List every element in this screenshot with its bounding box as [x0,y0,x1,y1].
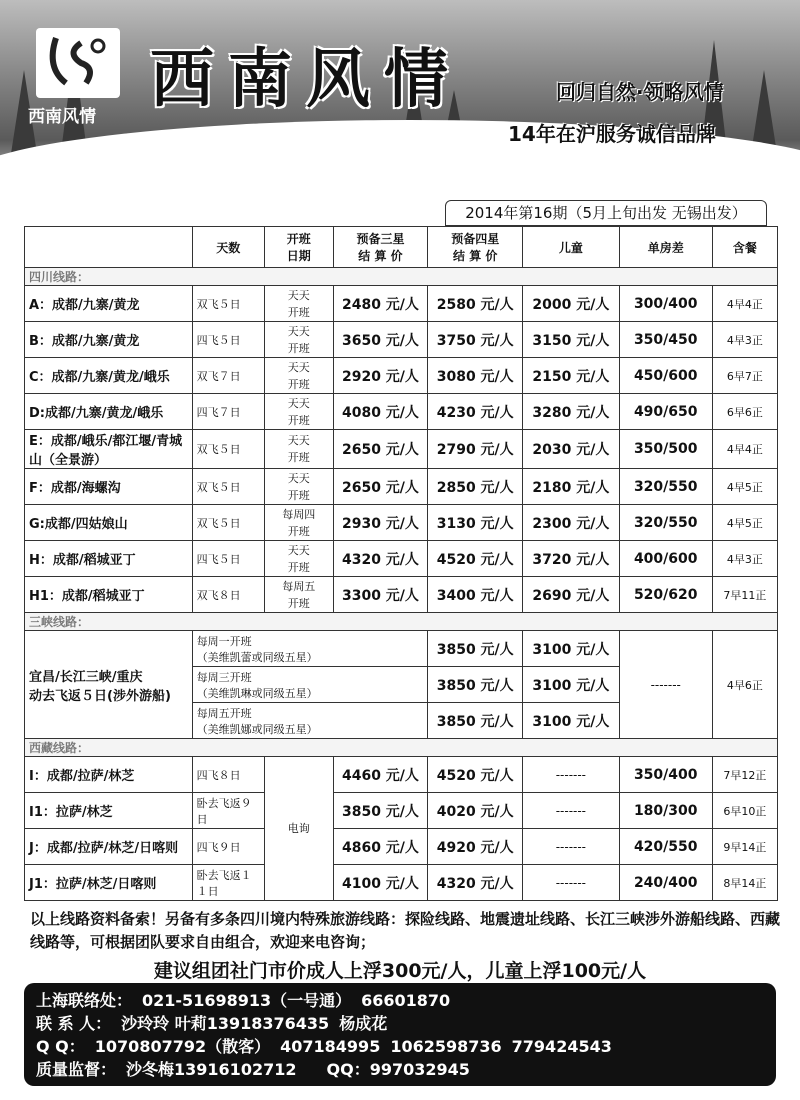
price-suggestion: 建议组团社门市价成人上浮300元/人，儿童上浮100元/人 [153,960,647,982]
price-4star: 4320 元/人 [428,865,523,901]
logo-name: 西南风情 [28,107,96,127]
route-name: F：成都/海螺沟 [25,469,193,505]
child-price: ------- [523,757,620,793]
table-row [25,358,778,394]
route-name: C：成都/九寨/黄龙/峨乐 [25,358,193,394]
schedule: 天天 开班 [264,469,333,505]
child-price: 3100 元/人 [523,667,620,703]
child-price: 3280 元/人 [523,394,620,430]
table-row [25,322,778,358]
single-supplement: 450/600 [619,358,712,394]
price-3star: 4100 元/人 [333,865,428,901]
price-4star: 3130 元/人 [428,505,523,541]
meals: 4早4正 [712,430,777,469]
table-header-0 [25,227,193,268]
days: 双飞７日 [192,358,264,394]
price-4star: 4520 元/人 [428,541,523,577]
header-banner [0,0,800,200]
days: 四飞７日 [192,394,264,430]
route-name: I1：拉萨/林芝 [25,793,193,829]
single-supplement: 520/620 [619,577,712,613]
section-sanxia [25,613,778,631]
days: 卧去飞返１１日 [192,865,264,901]
route-name: H：成都/稻城亚丁 [25,541,193,577]
schedule: 电询 [264,757,333,901]
table-row [25,757,778,793]
qq-line: Q Q： 1070807792（散客） 407184995 1062598736 779424543 [36,1037,612,1056]
office-phone-2[interactable]: 66601870 [361,991,451,1010]
schedule: 天天 开班 [264,394,333,430]
single-supplement: ------- [619,631,712,739]
price-4star: 3400 元/人 [428,577,523,613]
single-supplement: 400/600 [619,541,712,577]
price-3star: 3650 元/人 [333,322,428,358]
price-4star: 3850 元/人 [428,631,523,667]
child-price: 3100 元/人 [523,703,620,739]
schedule: 每周五 开班 [264,577,333,613]
meals: 4早6正 [712,631,777,739]
quality-line: 质量监督： 沙冬梅13916102712 QQ：997032945 [36,1060,470,1079]
meals: 4早3正 [712,541,777,577]
price-4star: 4920 元/人 [428,829,523,865]
price-table [24,226,778,901]
days: 四飞８日 [192,757,264,793]
table-row [25,829,778,865]
price-3star: 2920 元/人 [333,358,428,394]
price-4star: 2790 元/人 [428,430,523,469]
child-price: 3150 元/人 [523,322,620,358]
days: 四飞９日 [192,829,264,865]
days: 双飞８日 [192,577,264,613]
table-header-1: 天数 [192,227,264,268]
child-price: 2000 元/人 [523,286,620,322]
meals: 8早14正 [712,865,777,901]
single-supplement: 240/400 [619,865,712,901]
sailing-schedule: 每周五开班 （美维凯娜或同级五星） [192,703,428,739]
schedule: 天天 开班 [264,286,333,322]
route-name: D:成都/九寨/黄龙/峨乐 [25,394,193,430]
price-3star: 4460 元/人 [333,757,428,793]
table-row [25,394,778,430]
office-line: 上海联络处： 021-51698913（一号通） 66601870 [36,991,451,1010]
table-header-4: 预备四星 结 算 价 [428,227,523,268]
days: 双飞５日 [192,286,264,322]
price-4star: 3080 元/人 [428,358,523,394]
days: 双飞５日 [192,430,264,469]
days: 双飞５日 [192,505,264,541]
price-3star: 3300 元/人 [333,577,428,613]
single-supplement: 350/450 [619,322,712,358]
table-row [25,286,778,322]
child-price: 2690 元/人 [523,577,620,613]
table-header-5: 儿童 [523,227,620,268]
price-3star: 2930 元/人 [333,505,428,541]
brand-title: 西南风情 [150,42,462,117]
days: 双飞５日 [192,469,264,505]
single-supplement: 300/400 [619,286,712,322]
price-4star: 3750 元/人 [428,322,523,358]
days: 四飞５日 [192,541,264,577]
table-header-7: 含餐 [712,227,777,268]
price-3star: 2650 元/人 [333,430,428,469]
table-row [25,577,778,613]
schedule: 每周四 开班 [264,505,333,541]
section-sichuan [25,268,778,286]
single-supplement: 490/650 [619,394,712,430]
single-supplement: 320/550 [619,469,712,505]
single-supplement: 320/550 [619,505,712,541]
meals: 4早3正 [712,322,777,358]
route-name: B：成都/九寨/黄龙 [25,322,193,358]
sailing-schedule: 每周三开班 （美维凯琳或同级五星） [192,667,428,703]
meals: 6早7正 [712,358,777,394]
company-name: 成都光大国际旅行社有限责任公司 [40,147,341,169]
section-tibet-label: 西藏线路： [25,739,778,757]
person-line: 联 系 人： 沙玲玲 叶莉13918376435 杨成花 [36,1014,388,1033]
contact-panel [24,983,776,1086]
route-name: J：成都/拉萨/林芝/日喀则 [25,829,193,865]
price-4star: 4230 元/人 [428,394,523,430]
child-price: 2150 元/人 [523,358,620,394]
route-name: G:成都/四姑娘山 [25,505,193,541]
section-sichuan-label: 四川线路： [25,268,778,286]
table-header-2: 开班 日期 [264,227,333,268]
single-supplement: 350/400 [619,757,712,793]
child-price: 2030 元/人 [523,430,620,469]
table-header-6: 单房差 [619,227,712,268]
meals: 4早4正 [712,286,777,322]
price-4star: 3850 元/人 [428,703,523,739]
days: 四飞５日 [192,322,264,358]
child-price: 3100 元/人 [523,631,620,667]
price-3star: 4080 元/人 [333,394,428,430]
price-4star: 4020 元/人 [428,793,523,829]
logo [36,28,120,98]
days: 卧去飞返９日 [192,793,264,829]
table-row [25,469,778,505]
table-row [25,430,778,469]
schedule: 天天 开班 [264,322,333,358]
route-name: J1：拉萨/林芝/日喀则 [25,865,193,901]
slogan: 回归自然·领略风情 [556,80,724,104]
table-row [25,631,778,667]
single-supplement: 180/300 [619,793,712,829]
price-3star: 4320 元/人 [333,541,428,577]
child-price: ------- [523,793,620,829]
schedule: 天天 开班 [264,430,333,469]
meals: 6早6正 [712,394,777,430]
meals: 7早12正 [712,757,777,793]
route-name: E：成都/峨乐/都江堰/青城山（全景游） [25,430,193,469]
office-phone[interactable]: 021-51698913（一号通） [142,991,352,1010]
meals: 6早10正 [712,793,777,829]
schedule: 天天 开班 [264,358,333,394]
trust-line: 14年在沪服务诚信品牌 [508,122,716,146]
section-sanxia-label: 三峡线路： [25,613,778,631]
price-4star: 3850 元/人 [428,667,523,703]
single-supplement: 420/550 [619,829,712,865]
schedule: 天天 开班 [264,541,333,577]
meals: 4早5正 [712,505,777,541]
table-header-3: 预备三星 结 算 价 [333,227,428,268]
table-row [25,541,778,577]
meals: 9早14正 [712,829,777,865]
meals: 4早5正 [712,469,777,505]
child-price: 3720 元/人 [523,541,620,577]
issue-label: 2014年第16期（5月上旬出发 无锡出发） [445,200,767,226]
price-3star: 4860 元/人 [333,829,428,865]
sailing-schedule: 每周一开班 （美维凯蕾或同级五星） [192,631,428,667]
price-4star: 4520 元/人 [428,757,523,793]
price-4star: 2580 元/人 [428,286,523,322]
child-price: 2180 元/人 [523,469,620,505]
price-3star: 2650 元/人 [333,469,428,505]
table-row [25,793,778,829]
section-tibet [25,739,778,757]
meals: 7早11正 [712,577,777,613]
route-name: H1：成都/稻城亚丁 [25,577,193,613]
table-row [25,505,778,541]
price-3star: 3850 元/人 [333,793,428,829]
table-row [25,865,778,901]
child-price: 2300 元/人 [523,505,620,541]
single-supplement: 350/500 [619,430,712,469]
route-name: 宜昌/长江三峡/重庆 动去飞返５日(涉外游船) [25,631,193,739]
route-name: I：成都/拉萨/林芝 [25,757,193,793]
price-4star: 2850 元/人 [428,469,523,505]
child-price: ------- [523,829,620,865]
child-price: ------- [523,865,620,901]
price-3star: 2480 元/人 [333,286,428,322]
footer-note: 以上线路资料备索！另备有多条四川境内特殊旅游线路：探险线路、地震遗址线路、长江三峡涉外游船线路、西藏线路等，可根据团队要求自由组合，欢迎来电咨询； [30,910,781,951]
route-name: A：成都/九寨/黄龙 [25,286,193,322]
